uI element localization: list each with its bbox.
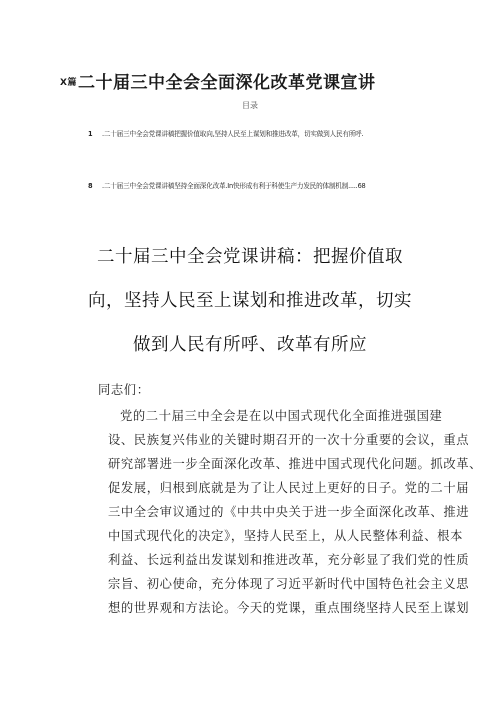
main-title-line: 二十届三中全会党课讲稿：把握价值取 [97,247,403,267]
paragraph-line: 促发展，归根到底就是为了让人民过上更好的日子。党的二十届 [108,481,470,495]
main-title-line: 向，坚持人民至上谋划和推进改革，切实 [88,291,412,311]
title-prefix: X篇 [60,78,77,88]
toc-entry-text: .二十届三中全会党课讲稿把握价值取向,坚持人民至上谋划和推进改革，切实做到人民有所呼. [102,130,364,138]
document-title [60,68,460,93]
title-text: 二十届三中全会全面深化改革党课宣讲 [77,73,376,93]
toc-entry[interactable] [88,128,418,138]
toc-entry-number: 8 [88,182,93,190]
paragraph-line: 宗旨、初心使命，充分体现了习近平新时代中国特色社会主义思 [108,577,470,591]
salutation: 同志们： [98,383,150,397]
toc-entry[interactable] [88,180,418,190]
paragraph-line: 研究部署进一步全面深化改革、推进中国式现代化问题。抓改革、 [108,457,483,471]
toc-entry-text: .二十届三中全会党课讲稿坚持全面深化改革.In快形成有利于科使生产力发民的体制机制.....68 [102,182,366,190]
paragraph-line: 想的世界观和方法论。今天的党课，重点围绕坚持人民至上谋划 [108,601,470,615]
paragraph-line: 三中全会审议通过的《中共中央关于进一步全面深化改革、推进 [108,505,470,519]
paragraph-line: 利益、长远利益出发谋划和推进改革，充分彰显了我们党的性质 [108,553,470,567]
paragraph-line: 设、民族复兴伟业的关键时期召开的一次十分重要的会议，重点 [108,433,470,447]
main-title-line: 做到人民有所呼、改革有所应 [133,335,367,355]
paragraph-line: 中国式现代化的决定》，坚持人民至上，从人民整体利益、根本 [108,529,463,543]
toc-entry-number: 1 [88,130,93,138]
paragraph-line: 党的二十届三中全会是在以中国式现代化全面推进强国建 [120,409,443,423]
toc-heading: 目录 [242,101,258,110]
